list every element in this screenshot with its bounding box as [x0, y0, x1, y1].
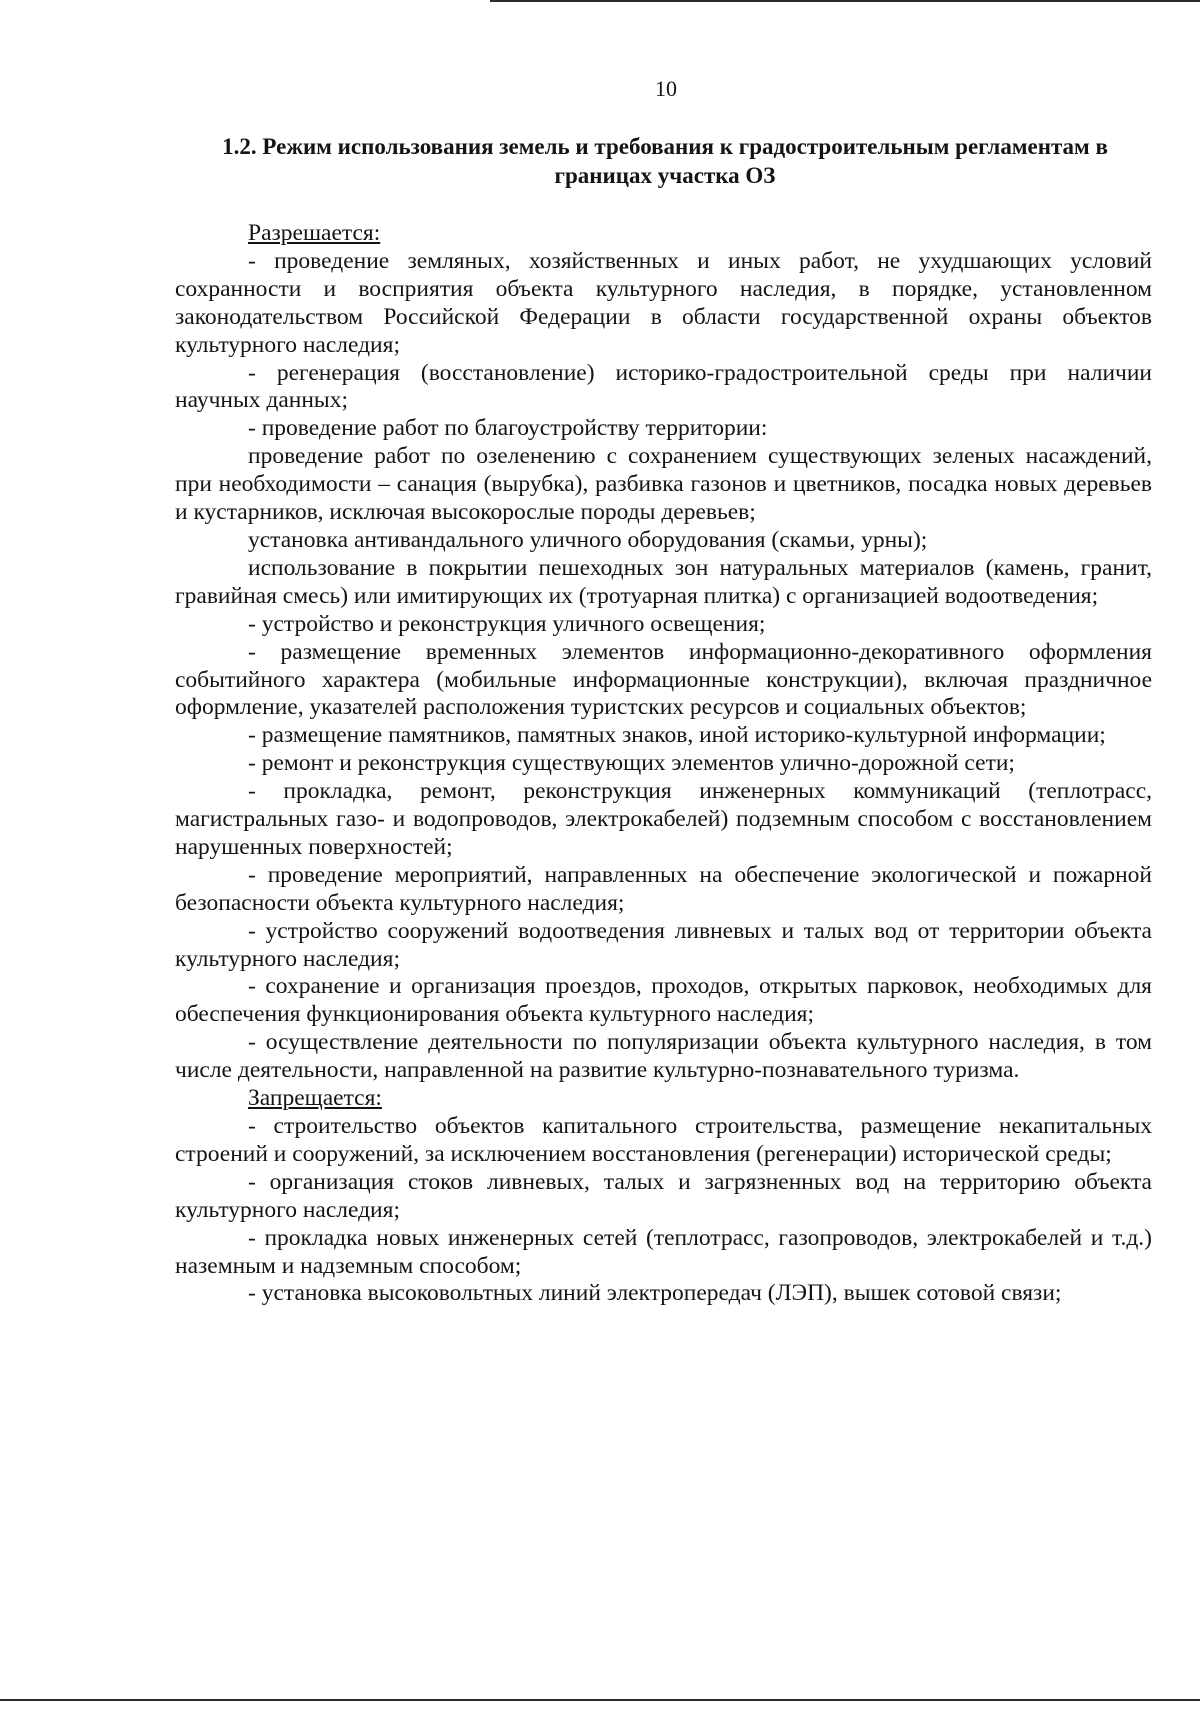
page-number: 10	[655, 76, 677, 101]
allowed-item: - осуществление деятельности по популяризации объекта культурного наследия, в том числе деятельности, направленной на развитие культурно-познавательного туризма.	[175, 1029, 1152, 1084]
prohibited-heading-text: Запрещается:	[248, 1085, 382, 1112]
allowed-item: проведение работ по озеленению с сохранением существующих зеленых насаждений, при необходимости – санация (вырубка), разбивка газонов и цветников, посадка новых деревьев и кустарников, исключая высокорослые породы деревьев;	[175, 443, 1152, 526]
allowed-item: - сохранение и организация проездов, проходов, открытых парковок, необходимых для обеспечения функционирования объекта культурного наследия;	[175, 973, 1152, 1028]
prohibited-item: - установка высоковольтных линий электропередач (ЛЭП), вышек сотовой связи;	[248, 1280, 1062, 1307]
allowed-item: - проведение мероприятий, направленных на обеспечение экологической и пожарной безопасности объекта культурного наследия;	[175, 861, 1152, 916]
allowed-item: - ремонт и реконструкция существующих элементов улично-дорожной сети;	[248, 750, 1015, 777]
allowed-item: - проведение работ по благоустройству территории:	[248, 415, 768, 442]
prohibited-item: - прокладка новых инженерных сетей (теплотрасс, газопроводов, электрокабелей и т.д.) наземным и надземным способом;	[175, 1224, 1152, 1279]
allowed-item: - размещение временных элементов информационно-декоративного оформления событийного характера (мобильные информационные конструкции), включая праздничное оформление, указателей расположения туристских ресурсов и социальных объектов;	[175, 638, 1152, 721]
allowed-heading	[175, 220, 1152, 248]
prohibited-heading	[175, 1085, 1152, 1113]
allowed-heading-text: Разрешается:	[248, 220, 381, 246]
allowed-item: установка антивандального уличного оборудования (скамьи, урны);	[248, 526, 928, 553]
document-body	[175, 220, 1152, 1308]
prohibited-item: - строительство объектов капитального строительства, размещение некапитальных строений и сооружений, за исключением восстановления (регенерации) исторической среды;	[175, 1113, 1152, 1167]
allowed-item: - проведение земляных, хозяйственных и иных работ, не ухудшающих условий сохранности и восприятия объекта культурного наследия, в порядке, установленном законодательством Российской Федерации в области государственной охраны объектов культурного наследия;	[175, 247, 1152, 358]
allowed-item: - регенерация (восстановление) историко-градостроительной среды при наличии научных данных;	[175, 359, 1152, 414]
allowed-item: - устройство сооружений водоотведения ливневых и талых вод от территории объекта культурного наследия;	[175, 917, 1152, 972]
top-border-line	[490, 0, 1200, 2]
bottom-border-line	[0, 1699, 1200, 1701]
prohibited-item: - организация стоков ливневых, талых и загрязненных вод на территорию объекта культурного наследия;	[175, 1168, 1152, 1223]
allowed-item: - устройство и реконструкция уличного освещения;	[248, 610, 766, 637]
allowed-item: - прокладка, ремонт, реконструкция инженерных коммуникаций (теплотрасс, магистральных газо- и водопроводов, электрокабелей) подземным способом с восстановлением нарушенных поверхностей;	[175, 778, 1152, 860]
section-title: 1.2. Режим использования земель и требования к градостроительным регламентам в границах участка ОЗ	[222, 134, 1108, 188]
allowed-item: использование в покрытии пешеходных зон натуральных материалов (камень, гранит, гравийная смесь) или имитирующих их (тротуарная плитка) с организацией водоотведения;	[175, 554, 1152, 609]
allowed-item: - размещение памятников, памятных знаков, иной историко-культурной информации;	[248, 722, 1106, 749]
